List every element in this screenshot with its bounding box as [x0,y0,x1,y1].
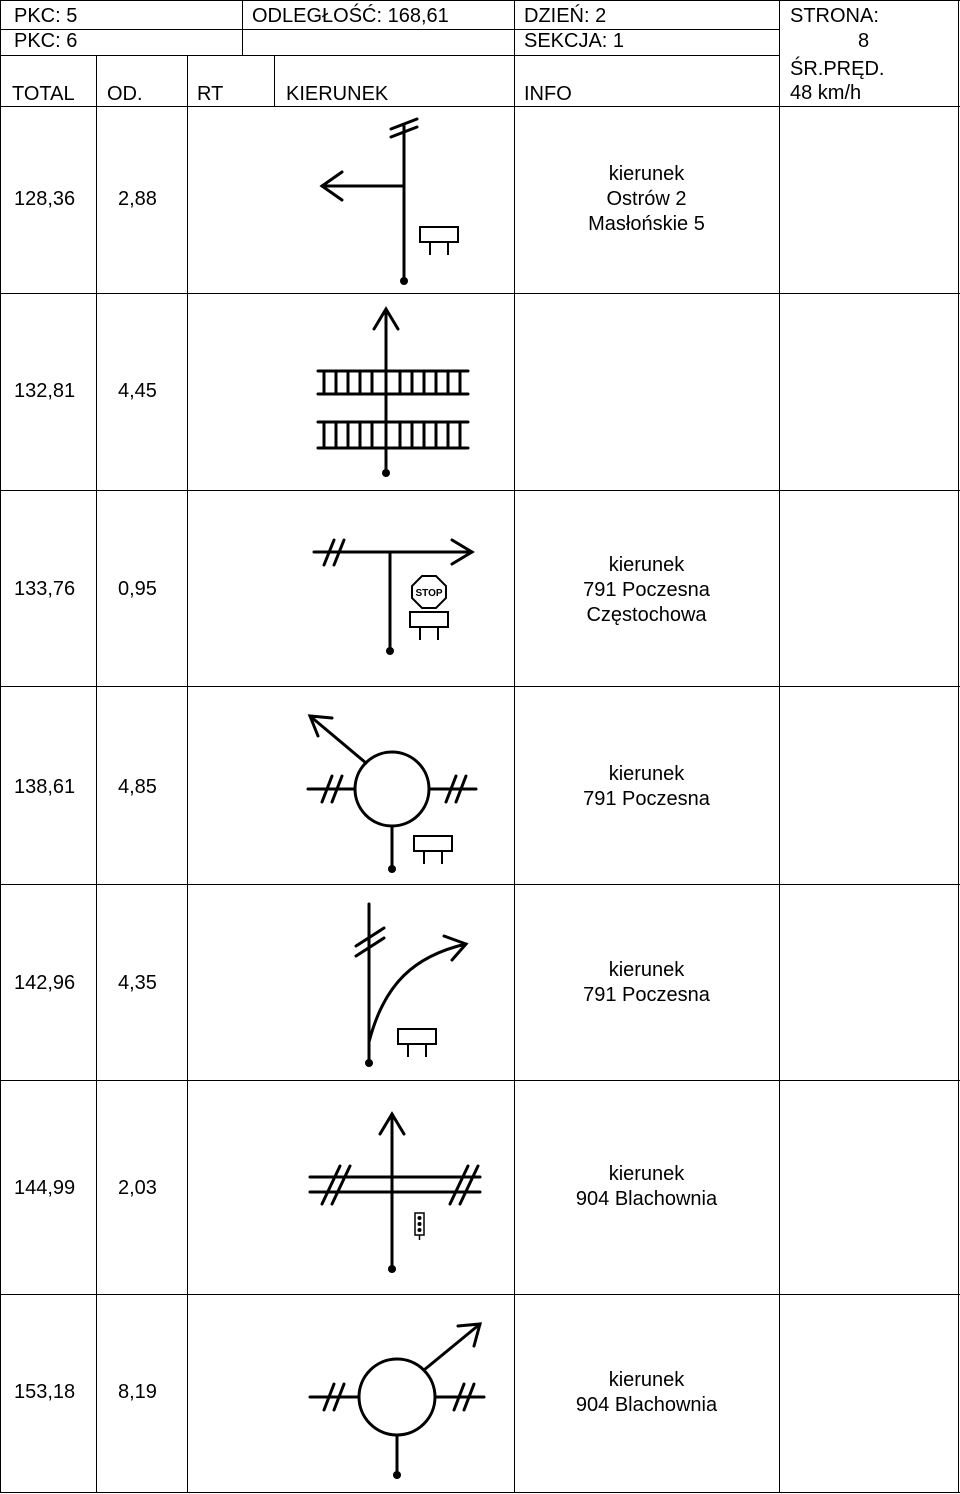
info-line: Ostrów 2 [606,188,687,210]
row-od: 4,85 [118,776,157,798]
railway-track-icon [324,371,460,448]
row-total: 138,61 [14,776,76,798]
route-diagram-straight-crossroads [274,1080,514,1294]
direction-board-icon [420,227,458,255]
column-header-total: TOTAL [12,83,75,105]
row-od: 4,35 [118,972,157,994]
grid-header-line-2 [0,55,780,56]
info-line: Częstochowa [586,604,707,626]
direction-board-icon [414,836,452,864]
grid-col-line [779,0,780,1493]
stop-sign-text: STOP [415,588,443,599]
row-od: 0,95 [118,578,157,600]
row-info [515,1368,778,1418]
info-line: Masłońskie 5 [588,213,705,235]
grid-bottom-line [0,1492,960,1493]
stop-sign-icon [412,576,446,608]
row-total: 132,81 [14,380,76,402]
info-line: 791 Poczesna [583,579,710,601]
info-line: kierunek [608,163,685,185]
grid-top-line [0,0,960,1]
pkc-next: PKC: 6 [14,30,78,52]
info-line: 904 Blachownia [575,1394,718,1416]
route-diagram-railway-crossing [274,293,514,490]
row-info [515,553,778,628]
info-line: 791 Poczesna [583,984,710,1006]
row-info [515,958,778,1008]
info-line: kierunek [608,554,685,576]
column-header-kierunek: KIERUNEK [286,83,389,105]
route-diagram-t-junction-right [274,490,514,686]
grid-col-line [242,0,243,55]
grid-col-line [0,0,1,1493]
row-od: 8,19 [118,1381,157,1403]
direction-board-icon [398,1029,436,1057]
column-header-od: OD. [107,83,143,105]
grid-col-line [96,55,97,1493]
row-total: 128,36 [14,188,76,210]
info-line: 904 Blachownia [575,1188,718,1210]
row-od: 2,03 [118,1177,157,1199]
grid-col-line [187,55,188,1493]
grid-col-line [274,55,275,107]
info-line: kierunek [608,763,685,785]
row-total: 142,96 [14,972,76,994]
route-diagram-roundabout-left [274,686,514,884]
row-info [515,162,778,237]
grid-header-line-1 [0,29,780,30]
day-label: DZIEŃ: 2 [524,5,607,27]
row-od: 4,45 [118,380,157,402]
row-total: 144,99 [14,1177,76,1199]
avg-speed-label: ŚR.PRĘD. [790,58,885,80]
info-line: kierunek [608,1369,685,1391]
section-label: SEKCJA: 1 [524,30,625,52]
info-line: kierunek [608,1163,685,1185]
row-info [515,762,778,812]
row-info [515,1162,778,1212]
page-label: STRONA: [790,5,879,27]
traffic-light-icon [415,1213,424,1240]
route-diagram-left-turn [274,106,514,293]
avg-speed-value: 48 km/h [790,82,862,104]
column-header-rt: RT [197,83,224,105]
route-diagram-roundabout-right [274,1294,514,1492]
direction-board-icon [410,612,448,640]
pkc-current: PKC: 5 [14,5,78,27]
column-header-info: INFO [524,83,572,105]
grid-col-line [958,0,959,1493]
info-line: kierunek [608,959,685,981]
row-total: 153,18 [14,1381,76,1403]
info-line: 791 Poczesna [583,788,710,810]
distance-label: ODLEGŁOŚĆ: 168,61 [252,5,449,27]
route-diagram-bear-right [274,884,514,1080]
row-od: 2,88 [118,188,157,210]
page-number: 8 [858,30,870,52]
row-total: 133,76 [14,578,76,600]
